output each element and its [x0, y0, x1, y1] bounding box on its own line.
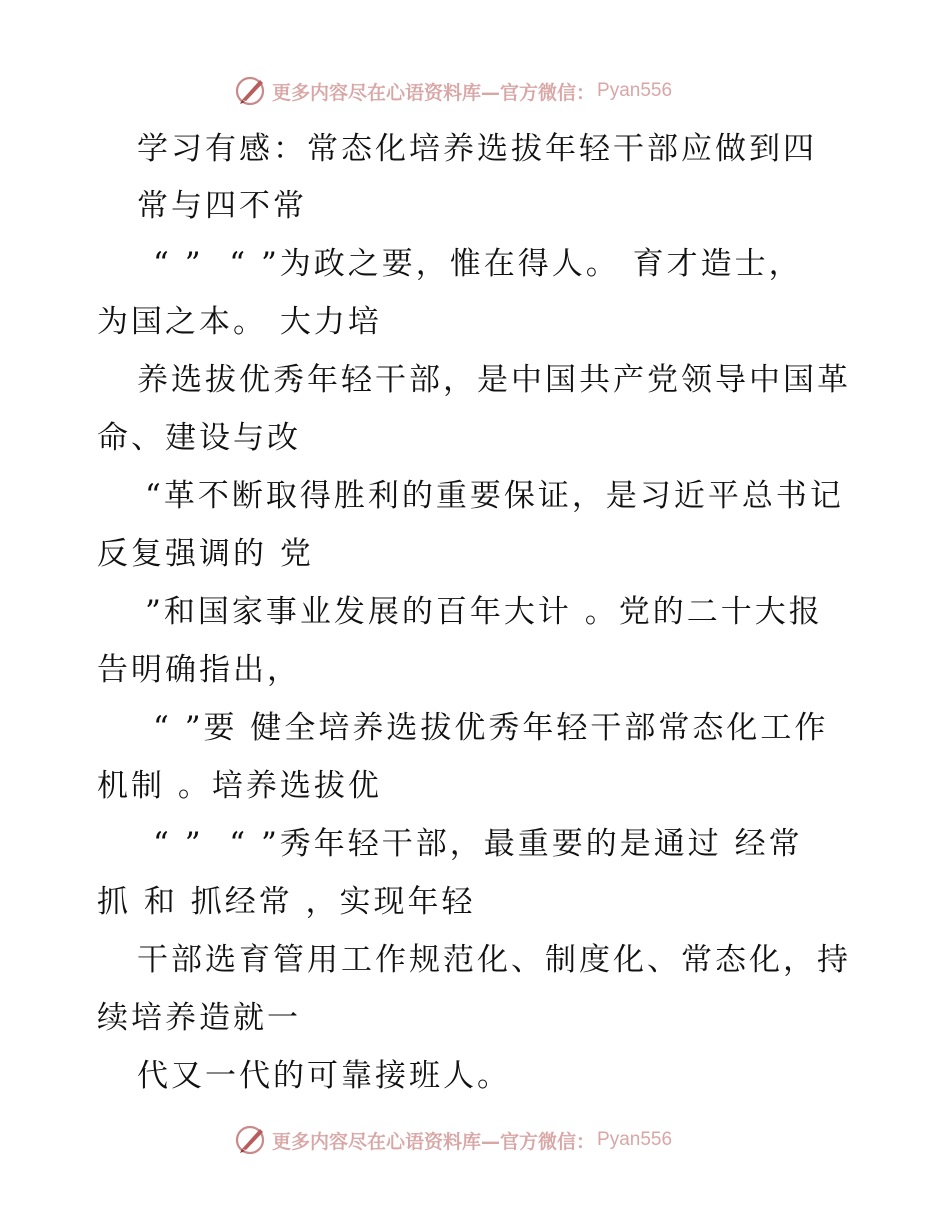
doc-text-line: 机制 。培养选拔优: [97, 768, 382, 804]
doc-text-line: 告明确指出，: [97, 652, 301, 688]
doc-text-line: 为国之本。 大力培: [97, 304, 382, 340]
doc-text-line: 抓 和 抓经常 ，实现年轻: [97, 884, 476, 920]
doc-text-line: 命、建设与改: [97, 420, 301, 456]
doc-text-line: “革不断取得胜利的重要保证，是习近平总书记: [145, 478, 844, 514]
doc-text-line: 续培养造就一: [97, 1000, 301, 1036]
doc-title-line-1: 学习有感：常态化培养选拔年轻干部应做到四: [137, 131, 817, 167]
quill-logo-icon: [234, 1123, 268, 1157]
footer-watermark: [234, 1122, 672, 1158]
doc-title-line-2: 常与四不常: [137, 188, 307, 224]
watermark-wechat-id: Pyan556: [597, 1129, 673, 1150]
doc-text-line: 养选拔优秀年轻干部，是中国共产党领导中国革: [137, 362, 851, 398]
doc-text-line: 代又一代的可靠接班人。: [137, 1058, 511, 1094]
doc-text-line: ”和国家事业发展的百年大计 。党的二十大报: [145, 594, 823, 630]
doc-text-line: 干部选育管用工作规范化、制度化、常态化，持: [137, 942, 851, 978]
doc-text-line: “ ”要 健全培养选拔优秀年轻干部常态化工作: [153, 710, 829, 746]
doc-text-line: 反复强调的 党: [97, 536, 314, 572]
doc-text-line: “ ” “ ”秀年轻干部，最重要的是通过 经常: [153, 826, 803, 862]
quill-logo-icon: [234, 74, 268, 108]
doc-text-line: “ ” “ ”为政之要，惟在得人。 育才造士，: [153, 246, 803, 282]
watermark-wechat-id: Pyan556: [597, 80, 673, 101]
watermark-text: 更多内容尽在心语资料库—官方微信：: [272, 81, 596, 104]
watermark-text: 更多内容尽在心语资料库—官方微信：: [272, 1130, 596, 1153]
header-watermark: [234, 73, 672, 109]
